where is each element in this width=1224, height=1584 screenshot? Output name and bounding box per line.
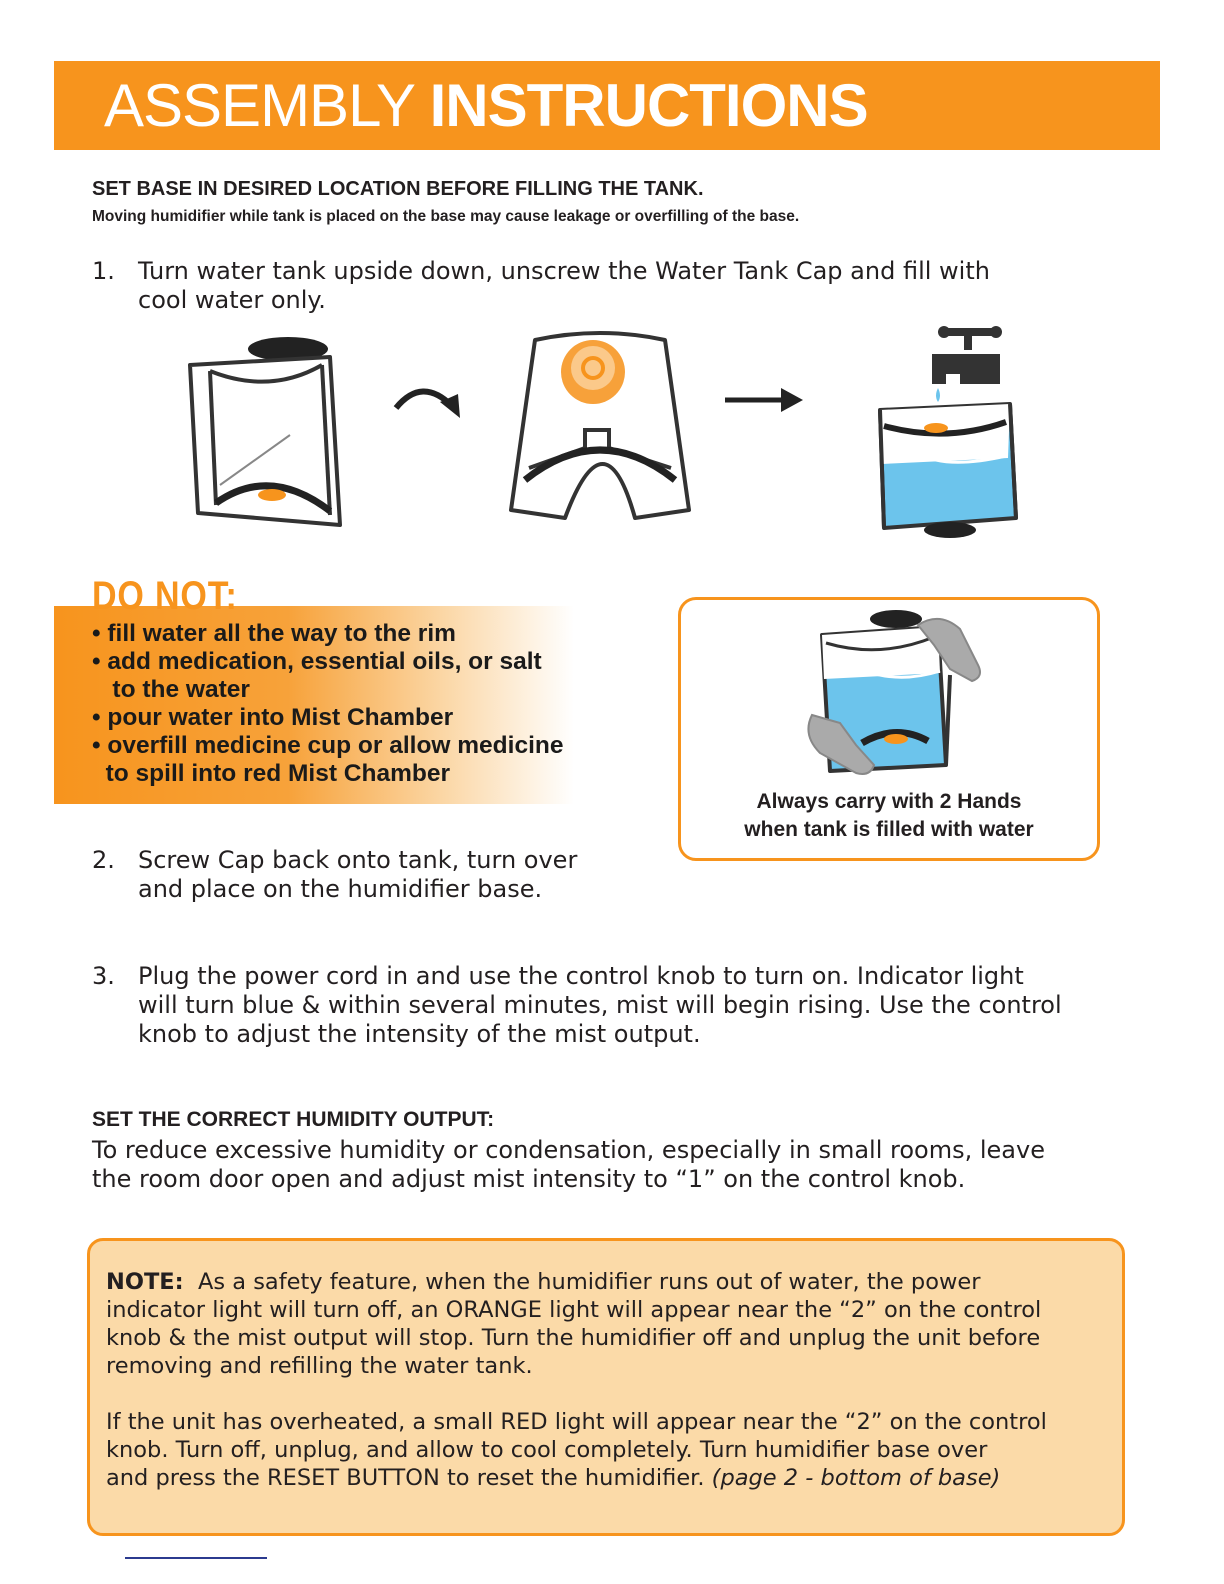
do-not-list — [92, 620, 652, 788]
title-light: ASSEMBLY — [104, 72, 414, 139]
note-paragraph-1 — [106, 1268, 1116, 1380]
step-3 — [92, 962, 1172, 1052]
step-number: 1. — [92, 257, 115, 285]
step-line: Screw Cap back onto tank, turn over — [138, 846, 578, 874]
note-text: As a safety feature, when the humidifier runs out of water, the power — [183, 1269, 981, 1295]
location-warning-heading: SET BASE IN DESIRED LOCATION BEFORE FILLING THE TANK. — [92, 178, 704, 200]
note-text: and press the RESET BUTTON to reset the humidifier. — [106, 1465, 705, 1491]
next-arrow-icon — [725, 386, 805, 416]
step-line: Turn water tank upside down, unscrew the Water Tank Cap and fill with — [138, 257, 990, 285]
note-line — [106, 1464, 1116, 1492]
humidity-heading: SET THE CORRECT HUMIDITY OUTPUT: — [92, 1108, 495, 1131]
note-line: knob. Turn off, unplug, and allow to cool completely. Turn humidifier base over — [106, 1437, 988, 1463]
note-paragraph-2 — [106, 1408, 1116, 1492]
note-line: removing and refilling the water tank. — [106, 1353, 533, 1379]
step-line: cool water only. — [138, 286, 326, 314]
do-not-title: DO NOT: — [92, 574, 238, 618]
faucet-fill-illustration — [870, 318, 1020, 543]
note-line: knob & the mist output will stop. Turn the humidifier off and unplug the unit before — [106, 1325, 1041, 1351]
step-2 — [92, 846, 652, 906]
note-line: indicator light will turn off, an ORANGE light will appear near the “2” on the control — [106, 1297, 1042, 1323]
note-line: If the unit has overheated, a small RED light will appear near the “2” on the control — [106, 1409, 1047, 1435]
note-line — [106, 1268, 1116, 1296]
title-bold: INSTRUCTIONS — [429, 72, 868, 139]
do-not-item: • add medication, essential oils, or salt — [92, 648, 542, 675]
step-line: knob to adjust the intensity of the mist output. — [138, 1020, 701, 1048]
step-line: will turn blue & within several minutes, mist will begin rising. Use the control — [138, 991, 1062, 1019]
two-hands-carry-illustration — [800, 605, 990, 785]
humidity-line: To reduce excessive humidity or condensation, especially in small rooms, leave — [92, 1136, 1045, 1164]
do-not-item: to spill into red Mist Chamber — [92, 760, 451, 787]
step-number: 3. — [92, 962, 115, 990]
page-reference: (page 2 - bottom of base) — [711, 1465, 1001, 1491]
step-number: 2. — [92, 846, 115, 874]
do-not-item: • pour water into Mist Chamber — [92, 704, 454, 731]
do-not-item: • fill water all the way to the rim — [92, 620, 456, 647]
carry-line: when tank is filled with water — [744, 818, 1034, 841]
header-banner — [54, 61, 1160, 150]
do-not-item: • overfill medicine cup or allow medicine — [92, 732, 564, 759]
tank-upright-illustration — [180, 335, 350, 535]
step-line: and place on the humidifier base. — [138, 875, 543, 903]
tank-inverted-illustration — [505, 330, 695, 525]
step-text — [138, 962, 1062, 1049]
step-text — [138, 846, 577, 904]
step-1 — [92, 257, 1172, 317]
step-text — [138, 257, 990, 315]
humidity-text — [92, 1136, 1152, 1194]
rotate-arrow-icon — [392, 382, 467, 422]
humidity-line: the room door open and adjust mist intensity to “1” on the control knob. — [92, 1165, 966, 1193]
location-warning-subtext: Moving humidifier while tank is placed on the base may cause leakage or overfilling of the base. — [92, 208, 800, 225]
note-label: NOTE: — [106, 1269, 184, 1295]
carry-line: Always carry with 2 Hands — [756, 790, 1022, 813]
page-title — [104, 71, 868, 141]
do-not-item: to the water — [92, 676, 250, 703]
carry-caption — [678, 788, 1100, 844]
footer-divider — [125, 1557, 267, 1559]
step-line: Plug the power cord in and use the control knob to turn on. Indicator light — [138, 962, 1024, 990]
